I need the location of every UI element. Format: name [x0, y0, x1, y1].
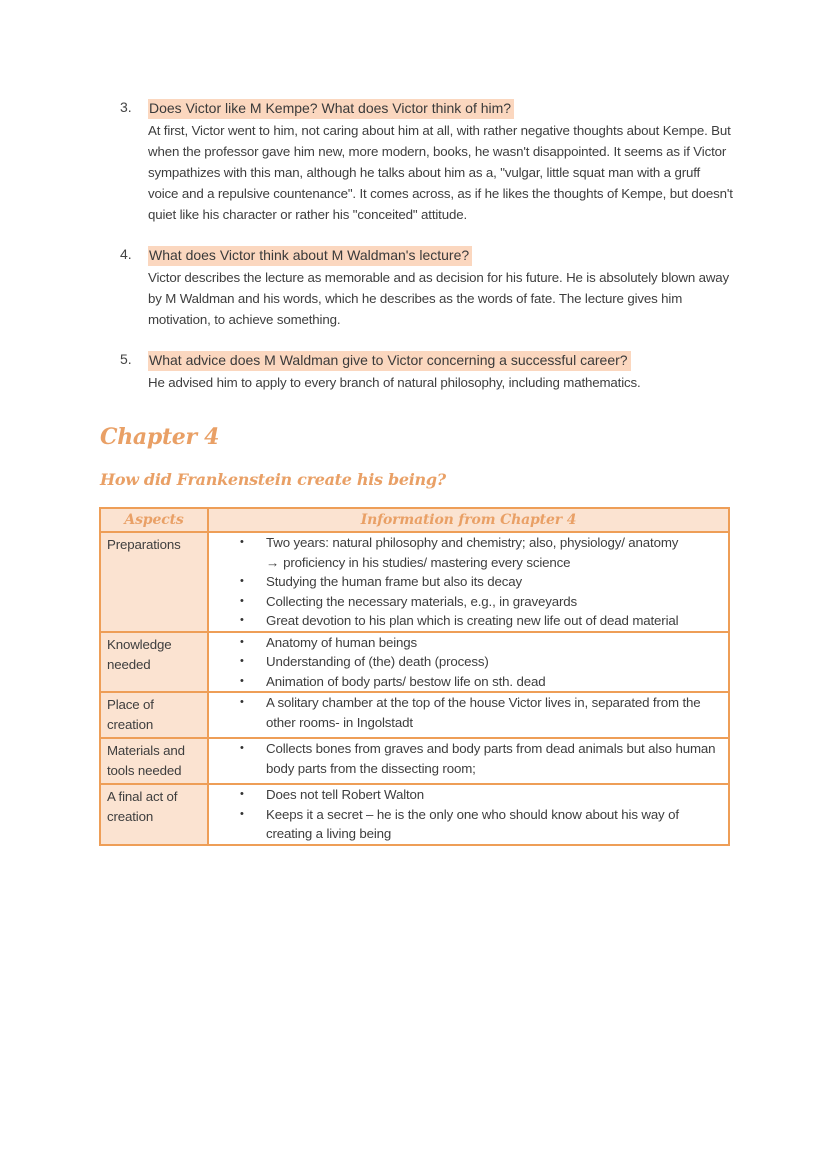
aspect-cell: Place of creation — [100, 692, 208, 738]
section-subheading: How did Frankenstein create his being? — [100, 470, 446, 489]
table-row — [100, 784, 729, 845]
question-text: Does Victor like M Kempe? What does Victor think of him? — [148, 99, 514, 119]
question-number: 3. — [120, 99, 132, 115]
table-header-row — [100, 508, 729, 532]
answer-text: At first, Victor went to him, not caring about him at all, with rather negative thoughts about Kempe. But when the professor gave him new, more modern, books, he wasn't disappointed. It seems as if Victor sympathizes with this man, although he talks about him as a, "vulgar, little squat man with a gruff voice and a repulsive countenance". It comes across, as if he likes the thoughts of Kempe, but doesn't quiet like his character or rather his "conceited" attitude. — [148, 123, 733, 222]
header-information: Information from Chapter 4 — [208, 508, 729, 532]
table-row — [100, 632, 729, 693]
aspect-cell: A final act of creation — [100, 784, 208, 845]
question-number: 4. — [120, 246, 132, 262]
arrow-right-icon: → — [266, 554, 280, 570]
list-item: • Anatomy of human beings — [209, 633, 722, 653]
aspect-cell: Preparations — [100, 532, 208, 632]
table-row — [100, 738, 729, 784]
info-cell — [208, 692, 729, 738]
info-cell — [208, 738, 729, 784]
answer-text: He advised him to apply to every branch of natural philosophy, including mathematics. — [148, 375, 641, 390]
answer-text: Victor describes the lecture as memorable and as decision for his future. He is absolutely blown away by M Waldman and his words, which he describes as the words of fate. The lecture gives him motivation, to achieve something. — [148, 270, 730, 327]
chapter-title: Chapter 4 — [100, 424, 220, 450]
list-item: • A solitary chamber at the top of the house Victor lives in, separated from the other rooms- in Ingolstadt — [209, 693, 722, 732]
list-item-text: proficiency in his studies/ mastering every science — [283, 554, 571, 570]
list-item: • Collects bones from graves and body parts from dead animals but also human body parts from the dissecting room; — [209, 739, 722, 778]
aspect-cell: Knowledge needed — [100, 632, 208, 693]
list-item: • Keeps it a secret – he is the only one who should know about his way of creating a living being — [209, 805, 722, 844]
info-cell — [208, 784, 729, 845]
question-text: What advice does M Waldman give to Victor concerning a successful career? — [148, 351, 631, 371]
list-item: • Understanding of (the) death (process) — [209, 652, 722, 672]
question-text: What does Victor think about M Waldman's lecture? — [148, 246, 472, 266]
info-cell — [208, 632, 729, 693]
list-item: • Animation of body parts/ bestow life on sth. dead — [209, 672, 722, 692]
list-item: • Collecting the necessary materials, e.g., in graveyards — [209, 592, 722, 612]
list-item: • Two years: natural philosophy and chemistry; also, physiology/ anatomy — [209, 533, 722, 553]
list-item: • Studying the human frame but also its decay — [209, 572, 722, 592]
list-item: • Does not tell Robert Walton — [209, 785, 722, 805]
table-row — [100, 532, 729, 632]
list-item-continuation — [209, 553, 722, 573]
table-row — [100, 692, 729, 738]
question-number: 5. — [120, 351, 132, 367]
chapter-info-table — [99, 507, 730, 846]
aspect-cell: Materials and tools needed — [100, 738, 208, 784]
header-aspects: Aspects — [100, 508, 208, 532]
info-cell — [208, 532, 729, 632]
list-item: • Great devotion to his plan which is creating new life out of dead material — [209, 611, 722, 631]
